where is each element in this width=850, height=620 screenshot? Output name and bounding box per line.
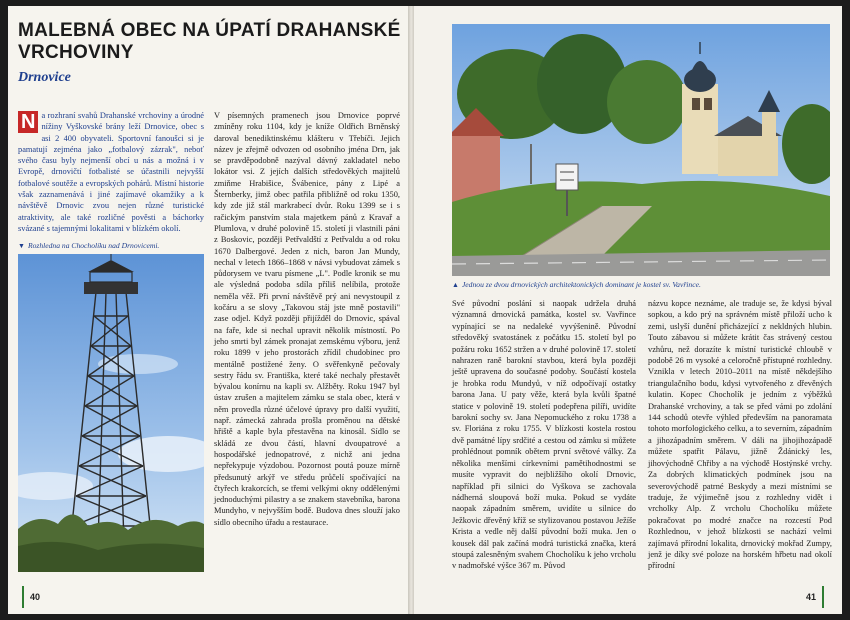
- page-subtitle: Drnovice: [18, 70, 71, 85]
- history-text: V písemných pramenech jsou Drnovice poprvé zmíněny roku 1104, kdy je kníže Oldřich Brněnský daroval benediktinskému klášteru v Třebíči. Jejich název je zřejmě odvozen od osobního jména Drn, jak se pravděpodobně nazýval dávný zakladatel nebo lokátor vsi. Z jejích dalších středověkých majitelů zmiňme Hrabišice, Švábenice, pány z Lipé a Šternberky, jimž obec patřila přibližně od roku 1350, kdy zde již stál markrabecí dvůr. Roku 1399 se i s račickým panstvím stala majetkem pánů z Kravař a Plumlova, v druhé polovině 15. století ji vlastnili páni z Boskovic, později Petřvaldští z Petřvaldu a od roku 1670 Dalbergové. Jeden z nich, baron Jan Mundy, nechal v letech 1866–1868 v návsi vybudovat zámek s půdorysem ve tvaru písmene „L". Podle kronik se mu ale výsledná podoba sdíla příliš nelíbila, protože neměla věž. Při první návštěvě prý ani nevystoupil z kočáru a se slovy „Takovou stáj jste mně postavili" zase odjel. Když později přijížděl do Drnovic, spával na faře, kde si nechal upravit několik místností. Po jeho smrti byl zámek pronajat zemskému výboru, jenž roku 1899 v jeho prostorách zřídil chudobinec pro mentálně postižené ženy. O svěřenkyně pečovaly sestry řádu sv. Františka, které také nechaly přestavět bývalou konírnu na kapli sv. Alžběty. Roku 1947 byl ústav zrušen a majitelem zámku se stala obec, která v něm provedla různé účelové úpravy pro další využití, např. zámecká zahrada prošla proměnou na dětské hřiště a kaple byla přestavěna na kinosál. Sídlo se skládá ze dvou částí, hlavní dvoupatrové a hospodářské jednopatrové, z nichž ani jedna nepřekypuje výzdobou. Pozornost poutá pouze mírně předsunutý arkýř ve středu průčelí spočívající na čtyřech krakorcích, se třemi velkými okny oddělenými jednoduchými pilastry a se znakem stavebníka, barona Mundyho, v nejvyšším bodě. Budova dnes slouží jako sídlo obecního úřadu a restaurace.: [214, 111, 400, 527]
- church-caption-text: Jednou ze dvou drnovických architektonických dominant je kostel sv. Vavřince.: [461, 280, 701, 289]
- tower-caption-text: Rozhledna na Chocholíku nad Drnovicemi.: [27, 241, 160, 250]
- intro-paragraph: [18, 110, 204, 234]
- church-text-column: Své původní poslání si naopak udržela druhá významná drnovická památka, kostel sv. Vavřince vypínající se na nedaleké vyvýšenině. Původní středověký svatostánek z počátku 15. století byl po požáru roku 1652 stržen a v druhé polovině 17. století nahrazen raně barokní stavbou, která byla později ještě upravena do současné podoby. Součástí kostela je hrobka rodu Mundyů, v níž odpočívají ostatky barona Jana. U paty věže, která byla kvůli špatné statice v polovině 19. století podepřena pilíři, uvidíte barokní sochy sv. Jana Nepomuckého z roku 1738 a sv. Floriána z roku 1755. V blízkosti kostela rostou dvě památné lípy srdčité a cestou od zámku si můžete prohlédnout pomník obětem první světové války. Za několika menšími církevními pamětihodnostmi se musíte vypravit do nejbližšího okolí Drnovic, například při silnici do Vyškova se zachovala nádherná sloupová boží muka. Pokud se vydáte naopak západním směrem, uvidíte u silnice do Ježkovic dřevěný kříž se stylizovanou postavou Ježíše Krista a vedle něj další původní boží muka. Jen o kousek dál pak začíná modrá turistická značka, která stoupá zalesněným svahem Chocholíku k jeho vrcholu v nadmořské výšce 367 m. Původ: [452, 299, 636, 571]
- lookout-tower-photo: [18, 254, 204, 572]
- church-photo: [452, 24, 830, 276]
- page-marker-bar: [22, 586, 24, 608]
- page-title: MALEBNÁ OBEC NA ÚPATÍ DRAHANSKÉ VRCHOVINY: [18, 20, 401, 63]
- left-page: [8, 6, 410, 614]
- right-page: [414, 6, 842, 614]
- page-number-right: 41: [805, 592, 816, 602]
- drop-cap: N: [18, 111, 38, 133]
- triangle-down-icon: ▼: [18, 242, 25, 250]
- church-photo-caption: [452, 280, 832, 290]
- page-marker-bar: [822, 586, 824, 608]
- page-number-left: 40: [30, 592, 41, 602]
- triangle-up-icon: ▲: [452, 281, 459, 289]
- intro-text: a rozhraní svahů Drahanské vrchoviny a úrodné nížiny Vyškovské brány leží Drnovice, obec s asi 2 400 obyvateli. Sportovní fanoušci si je pamatují zejména jako „fotbalový zázrak", neboť svého času byly nejmenší obcí u nás a možná i v Evropě, drnovičtí fotbalisté se účastnili nejvyšší fotbalové soutěže a evropských pohárů. Místní historie však zaznamenává i jiné zajímavé okamžiky a k návštěvě Drnovic zvou nejen různé turistické atraktivity, ale také rozličné pověsti a báchorky svázané s tajemnými lokalitami v blízkém okolí.: [18, 111, 204, 233]
- tower-photo-caption: [18, 241, 204, 251]
- hill-text-column: názvu kopce neznáme, ale traduje se, že kdysi býval sopkou, a kdo prý na správném místě přiloží ucho k zemi, uslyší dunění přicházející z nekldných hlubin. Touto zábavou si můžete krátit čas strávený cestou vzhůru, než dorazíte k místní turistické chloubě v podobě 26 m vysoké a celoročně přístupné rozhledny. Vznikla v letech 2010–2011 na místě někdejšího triangulačního bodu, kdysi vytvořeného z dřevěných kulatin. Kopec Chocholík je jedním z výběžků Drahanské vrchoviny, a tak se před vámi po zdolání 144 schodů otevře výhled především na panoramata tohoto morfologického celku, a to severním, západním a jihozápadním směrem. V dáli na jihojihozápadě můžete spatřit Pálavu, jižně Ždánický les, jihovýchodně Chřiby a na východě Hostýnské vrchy. Za dobrých klimatických podmínek jsou na severovýchodě patrné Beskydy a mezi místními se traduje, že výjimečně jsou z rozhledny vidět i vrcholky Alp. Z vrcholu Chocholíku můžete pokračovat po modré značce na rozcestí Pod Rozhlednou, v jehož blízkosti se nachází velmi zajímavá přírodní lokalita, drnovický mokřad Zumpy, jenž je díky své poloze na horském hřbetu nad okolí přírodní: [648, 299, 832, 571]
